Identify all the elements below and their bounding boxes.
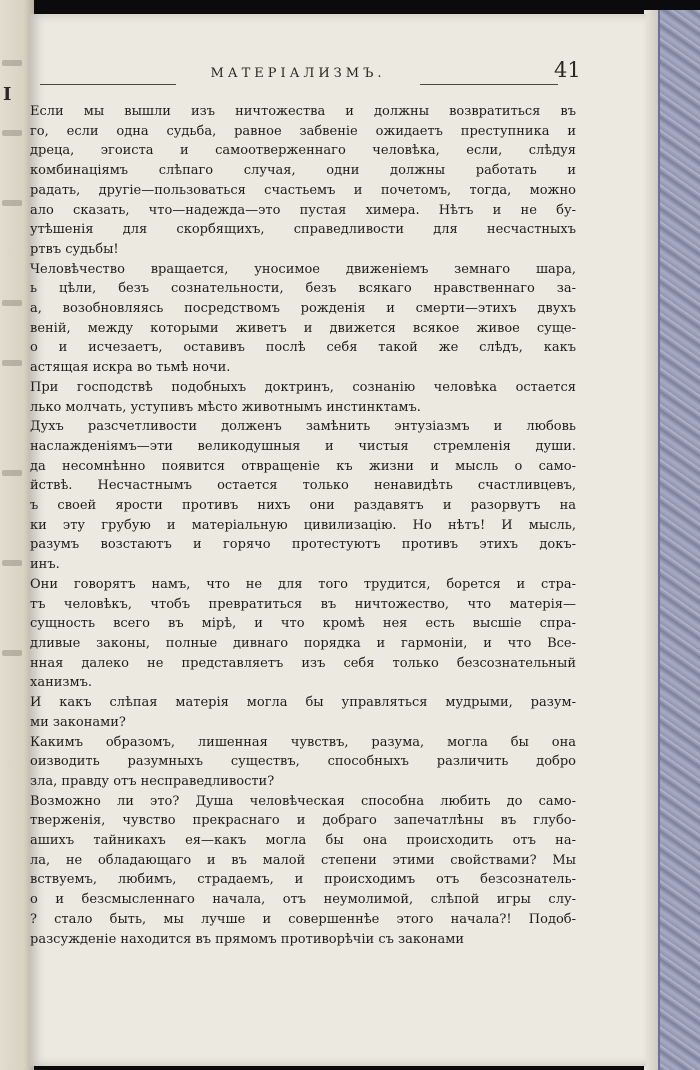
left-page-text-fragment — [2, 130, 22, 136]
page-stack-edge — [644, 10, 660, 1070]
left-page-text-fragment — [2, 360, 22, 366]
text-line: дливые законы, полные дивнаго порядка и гармоніи, и что Все- — [30, 635, 576, 651]
text-line: Они говорятъ намъ, что не для того трудится, борется и стра- — [30, 576, 576, 592]
text-line: о и исчезаетъ, оставивъ послѣ себя такой же слѣдъ, какъ — [30, 340, 576, 356]
text-line: дреца, эгоиста и самоотверженнаго человѣка, если, слѣдуя — [30, 143, 576, 159]
text-line: ханизмъ. — [30, 675, 93, 691]
text-line: инъ. — [30, 557, 60, 573]
text-line: астящая искра во тьмѣ ночи. — [30, 360, 231, 376]
left-page-letter: I — [3, 84, 12, 105]
text-line: да несомнѣнно появится отвращеніе къ жизни и мысль о само- — [30, 458, 576, 474]
head-rule-right — [420, 84, 558, 85]
text-line: йствѣ. Несчастнымъ остается только ненавидѣть счастливцевъ, — [30, 478, 576, 494]
text-line: ртвъ судьбы! — [30, 241, 119, 257]
page-number: 41 — [554, 58, 581, 82]
left-page-text-fragment — [2, 650, 22, 656]
text-line: радать, другіе—пользоваться счастьемъ и почетомъ, тогда, можно — [30, 182, 576, 198]
text-line: ало сказать, что—надежда—это пустая химера. Нѣтъ и не бу- — [30, 202, 576, 218]
left-page-text-fragment — [2, 60, 22, 66]
text-line: наслажденіямъ—эти великодушныя и чистыя стремленія души. — [30, 438, 576, 454]
text-line: И какъ слѣпая матерія могла бы управляться мудрыми, разум- — [30, 695, 576, 711]
text-line: Если мы вышли изъ ничтожества и должны возвратиться въ — [30, 104, 576, 119]
head-rule-left — [40, 84, 176, 85]
text-line: зла, правду отъ несправедливости? — [30, 773, 275, 789]
body-text — [30, 102, 576, 949]
text-line: го, если одна судьба, равное забвеніе ожидаетъ преступника и — [30, 123, 576, 139]
book-page — [30, 14, 646, 1066]
text-line: тъ человѣкъ, чтобъ превратиться въ ничтожество, что матерія— — [30, 596, 576, 612]
text-line: ? стало быть, мы лучше и совершеннѣе этого начала?! Подоб- — [30, 911, 576, 927]
text-line: разумъ возстаютъ и горячо протестуютъ противъ этихъ докъ- — [30, 537, 576, 553]
left-page-text-fragment — [2, 470, 22, 476]
text-line: вствуемъ, любимъ, страдаемъ, и происходимъ отъ безсознатель- — [30, 872, 576, 888]
text-line: Человѣчество вращается, уносимое движеніемъ земнаго шара, — [30, 261, 576, 277]
text-line: о и безсмысленнаго начала, отъ неумолимой, слѣпой игры слу- — [30, 892, 576, 908]
left-page-text-fragment — [2, 560, 22, 566]
text-line: сущность всего въ мірѣ, и что кромѣ нея есть высшіе спра- — [30, 616, 576, 632]
text-line: Какимъ образомъ, лишенная чувствъ, разума, могла бы она — [30, 734, 576, 750]
text-line: Возможно ли это? Душа человѣческая способна любить до само- — [30, 793, 576, 809]
text-line: веній, между которыми живетъ и движется всякое живое суще- — [30, 320, 576, 336]
text-line: ъ своей ярости противъ нихъ они раздавятъ и разорвутъ на — [30, 498, 576, 514]
text-line: ми законами? — [30, 714, 126, 730]
text-line: Духъ разсчетливости долженъ замѣнить энтузіазмъ и любовь — [30, 419, 576, 435]
left-page-text-fragment — [2, 300, 22, 306]
book-cover-edge — [644, 10, 700, 1070]
text-line: При господствѣ подобныхъ доктринъ, сознанію человѣка остается — [30, 379, 576, 395]
left-page-text-fragment — [2, 200, 22, 206]
text-line: оизводить разумныхъ существъ, способныхъ различить добро — [30, 754, 576, 770]
text-line: а, возобновляясь посредствомъ рожденія и смерти—этихъ двухъ — [30, 301, 576, 317]
running-head-title: МАТЕРІАЛИЗМЪ. — [210, 66, 386, 81]
running-head — [30, 58, 646, 92]
text-line: ла, не обладающаго и въ малой степени этими свойствами? Мы — [30, 852, 576, 868]
text-line: ь цѣли, безъ сознательности, безъ всякаго нравственнаго за- — [30, 281, 576, 297]
left-page-edge — [0, 0, 34, 1070]
text-line: тверженія, чувство прекраснаго и добраго запечатлѣны въ глубо- — [30, 813, 576, 829]
text-line: лько молчать, уступивъ мѣсто животнымъ инстинктамъ. — [30, 399, 421, 415]
text-line: комбинаціямъ слѣпаго случая, одни должны работать и — [30, 163, 576, 179]
text-line: ашихъ тайникахъ ея—какъ могла бы она происходить отъ на- — [30, 833, 576, 849]
text-line: ки эту грубую и матеріальную цивилизацію. Но нѣтъ! И мысль, — [30, 517, 576, 533]
text-line: утѣшенія для скорбящихъ, справедливости для несчастныхъ — [30, 222, 576, 238]
text-line: нная далеко не представляетъ изъ себя только безсознательный — [30, 655, 576, 671]
text-line: разсужденіе находится въ прямомъ противорѣчіи съ законами — [30, 931, 465, 947]
